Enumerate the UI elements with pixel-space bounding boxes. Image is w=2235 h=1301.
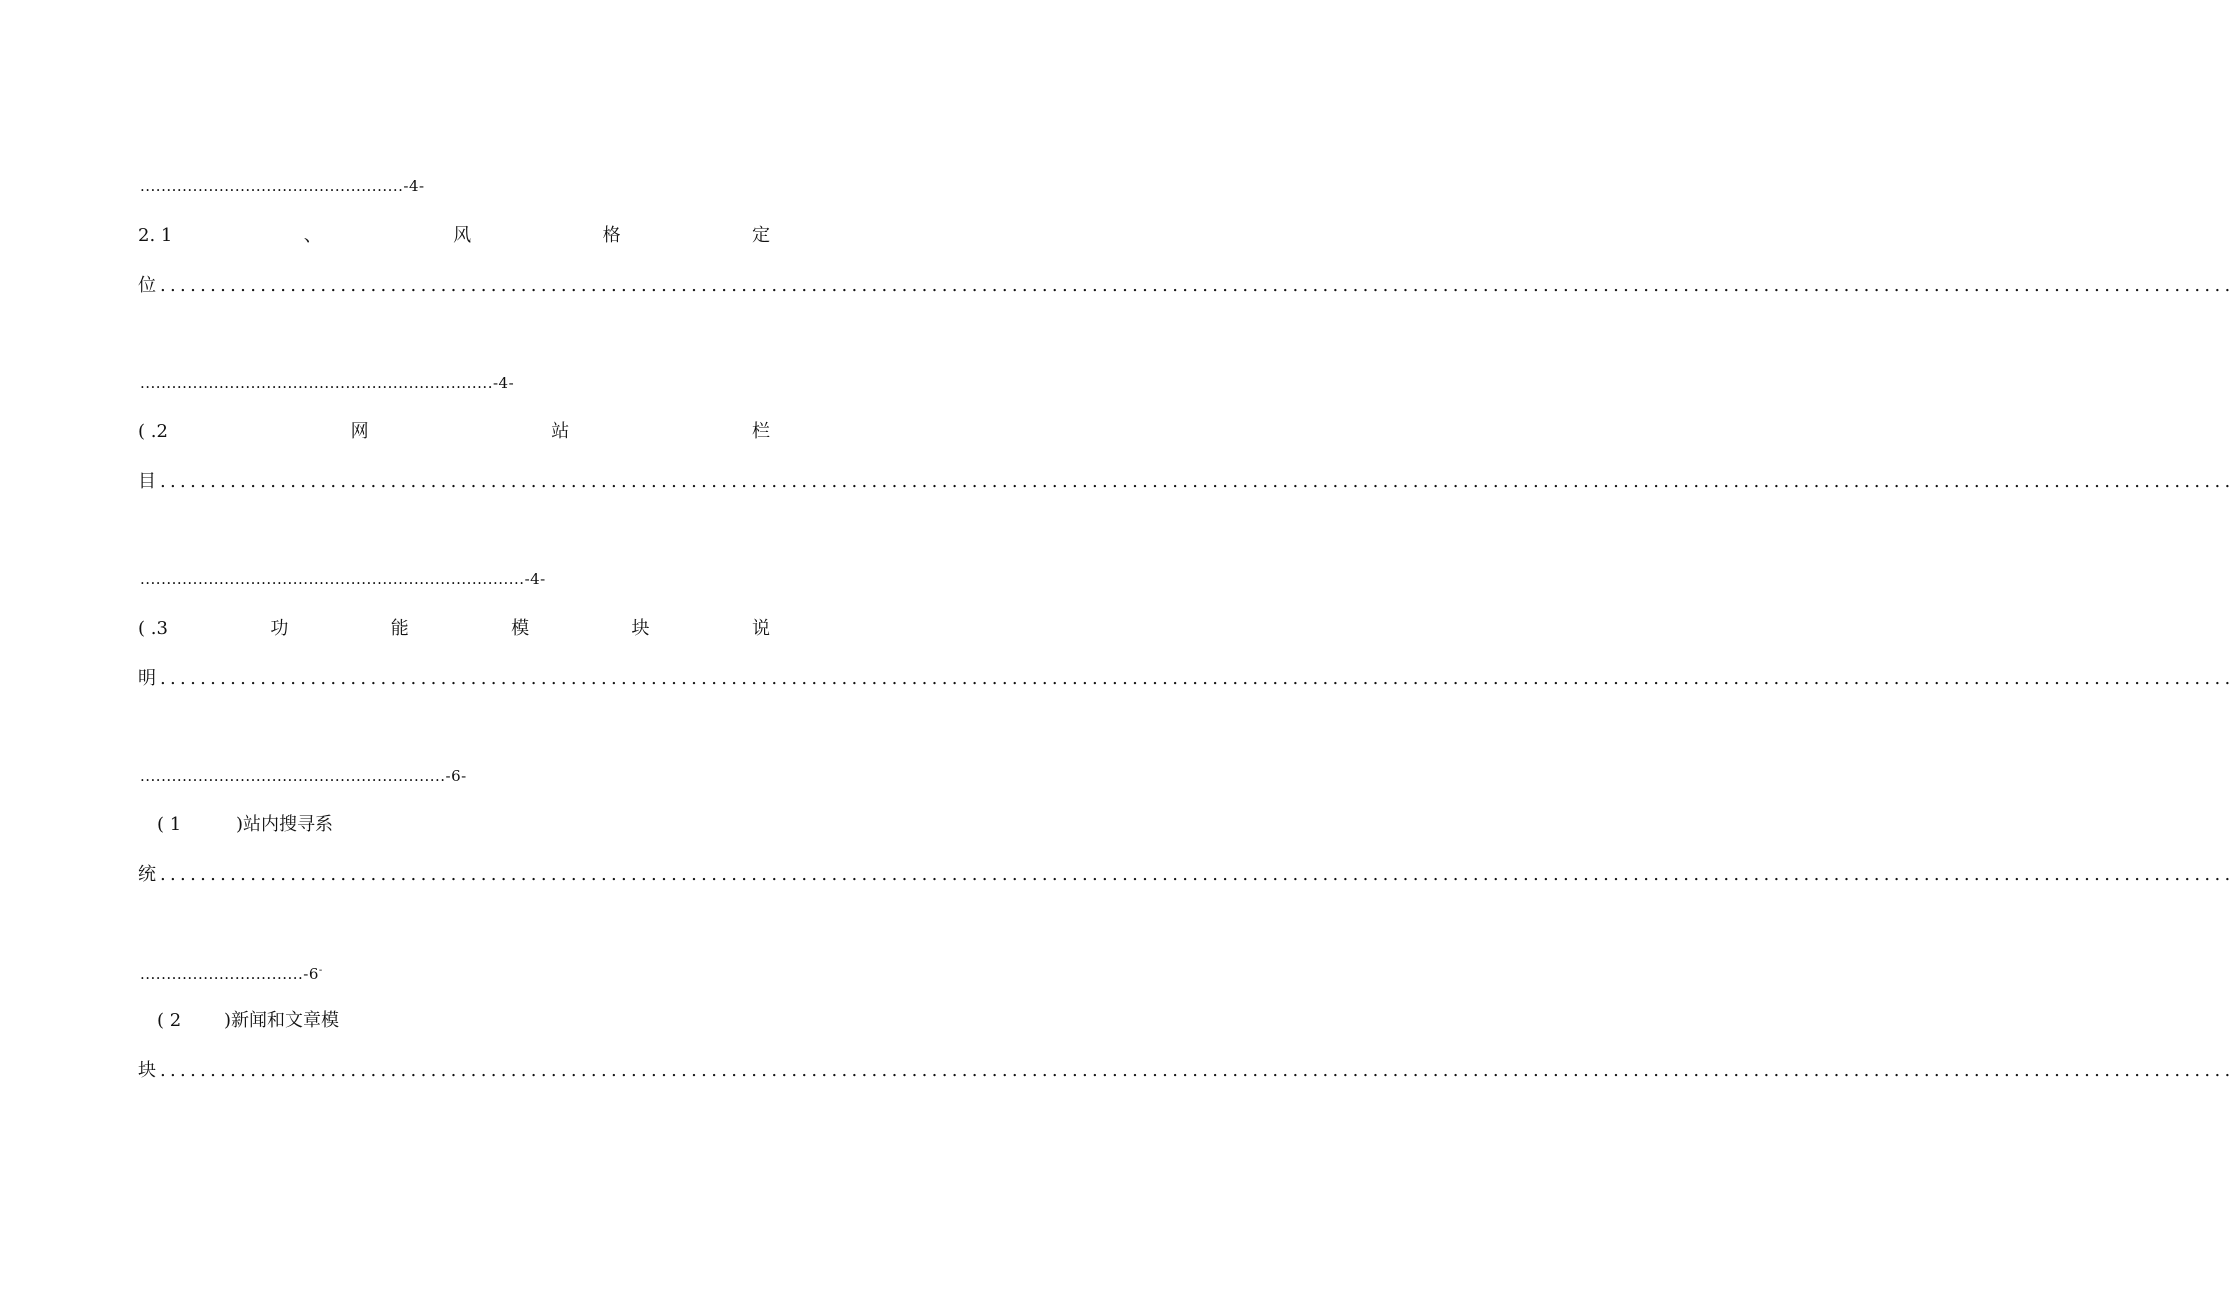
toc-entry-part: 、 (303, 225, 322, 246)
toc-page-ref-sub1: ..........................................................-6- (140, 767, 467, 785)
toc-entry-2-2-title[interactable] (138, 420, 770, 444)
toc-entry-part: 网 (350, 421, 369, 442)
toc-page-ref-2-2: ...................................................................-4- (140, 374, 515, 392)
toc-page-ref-sup: - (318, 965, 323, 976)
toc-entry-part: 说 (751, 618, 770, 639)
toc-entry-2-1-leader (138, 274, 2235, 298)
toc-entry-part: 格 (602, 225, 621, 246)
toc-entry-part: 栏 (751, 421, 770, 442)
toc-entry-part: 功 (270, 618, 289, 639)
toc-entry-part: 2. 1 (138, 225, 173, 246)
toc-entry-tail: 位 (138, 275, 156, 296)
toc-entry-number: ( 1 (157, 814, 182, 835)
toc-entry-part: 风 (453, 225, 472, 246)
toc-entry-sub2-leader (138, 1059, 2235, 1083)
toc-entry-tail: 统 (138, 864, 156, 885)
toc-entry-part: ( .2 (138, 421, 168, 442)
toc-entry-2-3-title[interactable] (138, 617, 770, 641)
toc-entry-2-3-leader (138, 667, 2235, 691)
toc-entry-2-1-title[interactable] (138, 224, 770, 248)
leader-dots: ............................................................................................................................................................................................................... (160, 1060, 2235, 1081)
toc-page-ref-2-3: .........................................................................-4- (140, 570, 546, 588)
toc-entry-part: ( .3 (138, 618, 168, 639)
toc-entry-label: )新闻和文章模 (224, 1010, 340, 1031)
toc-entry-2-2-leader (138, 470, 2235, 494)
leader-dots: ............................................................................................................................................................................................................... (160, 668, 2235, 689)
leader-dots: ............................................................................................................................................................................................................... (160, 275, 2235, 296)
toc-entry-part: 能 (390, 618, 409, 639)
toc-entry-part: 块 (631, 618, 650, 639)
toc-entry-part: 站 (551, 421, 570, 442)
toc-entry-tail: 明 (138, 668, 156, 689)
toc-entry-tail: 目 (138, 471, 156, 492)
toc-page-ref-text: ...............................-6 (140, 965, 319, 983)
leader-dots: ............................................................................................................................................................................................................... (160, 471, 2235, 492)
toc-entry-label: )站内搜寻系 (236, 814, 334, 835)
toc-entry-sub1-leader (138, 863, 2235, 887)
toc-page-ref-2-1: ..................................................-4- (140, 177, 425, 195)
toc-entry-part: 模 (511, 618, 530, 639)
toc-page-ref-sub2 (140, 961, 323, 984)
toc-entry-number: ( 2 (157, 1010, 182, 1031)
leader-dots: ............................................................................................................................................................................................................... (160, 864, 2235, 885)
toc-entry-tail: 块 (138, 1060, 156, 1081)
toc-entry-part: 定 (751, 225, 770, 246)
